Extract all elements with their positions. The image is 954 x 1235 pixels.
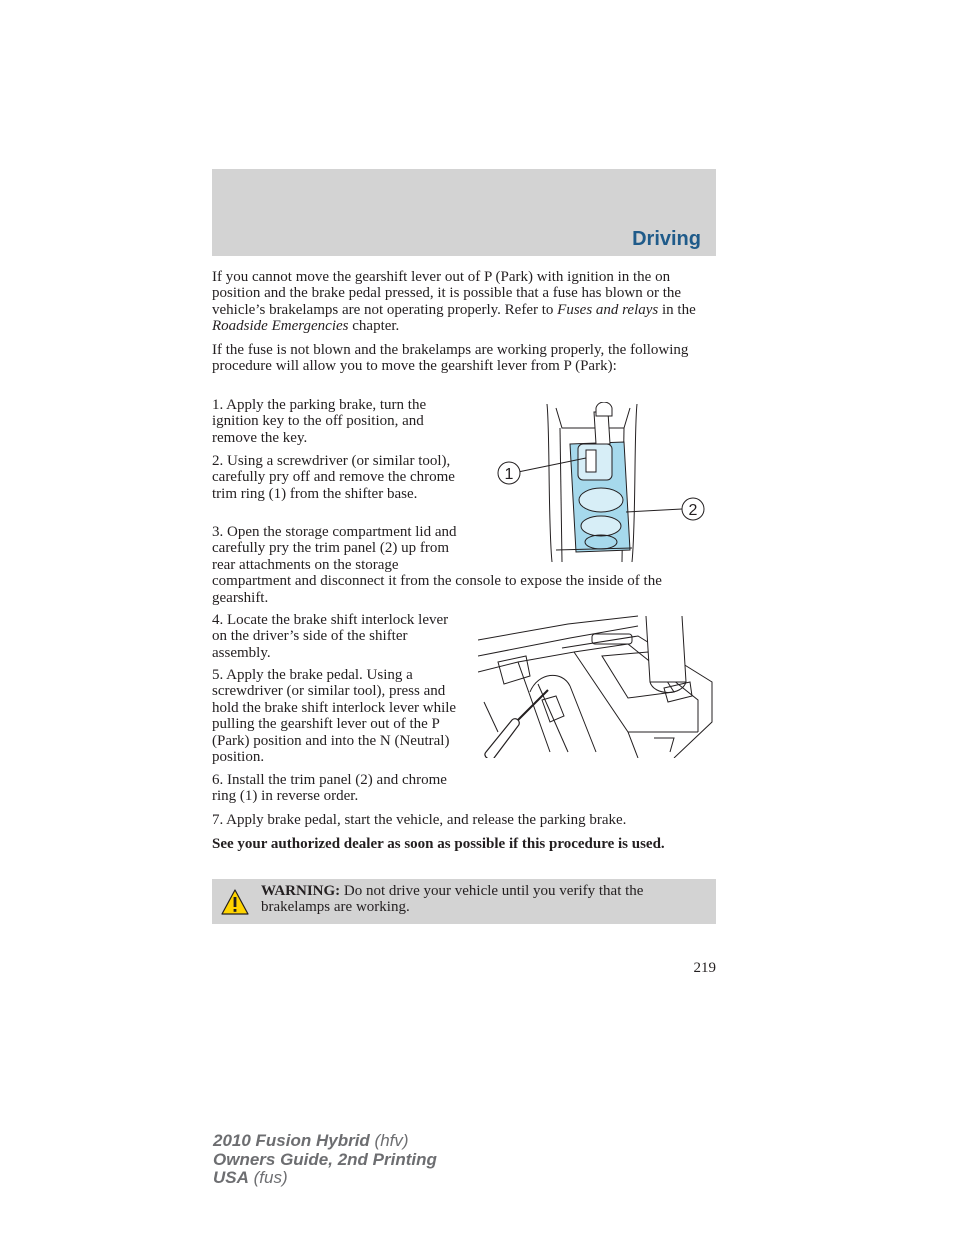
step-6: 6. Install the trim panel (2) and chrome ring (1) in reverse order. [212, 772, 447, 805]
intro-paragraph-2: If the fuse is not blown and the brakelamps are working properly, the following procedure will allow you to move the gearshift lever from P (Park): [212, 342, 689, 375]
interlock-lever-illustration [478, 612, 715, 758]
step-5: 5. Apply the brake pedal. Using a screwdriver (or similar tool), press and hold the brake shift interlock lever while pulling the gearshift lever out of the P (Park) position and into the N (Neutral) position. [212, 667, 457, 766]
footer-market-line [213, 1169, 437, 1188]
warning-text: Do not drive your vehicle until you verify that the brakelamps are working. [261, 883, 644, 916]
footer-guide-line [213, 1151, 437, 1170]
page-number: 219 [693, 960, 716, 976]
callout-1-label: 1 [504, 466, 514, 483]
warning-message [261, 883, 706, 916]
intro-text: chapter. [348, 318, 400, 335]
callout-2-label: 2 [688, 502, 698, 519]
footer-guide: Owners Guide, 2nd Printing [213, 1149, 437, 1169]
footer-model-code: (hfv) [369, 1131, 409, 1150]
step-4: 4. Locate the brake shift interlock lever on the driver’s side of the shifter assembly. [212, 612, 449, 661]
warning-triangle-icon [220, 888, 250, 916]
step-7: 7. Apply brake pedal, start the vehicle, and release the parking brake. [212, 812, 627, 828]
intro-paragraph-1 [212, 269, 716, 335]
footer-market: USA [213, 1168, 249, 1187]
warning-label: WARNING: [261, 883, 341, 899]
step-2: 2. Using a screwdriver (or similar tool), carefully pry off and remove the chrome trim ring (1) from the shifter base. [212, 453, 455, 502]
reference-roadside-emergencies: Roadside Emergencies [212, 318, 349, 335]
shifter-console-illustration [490, 402, 716, 564]
intro-text: in the [658, 301, 696, 318]
footer-market-code: (fus) [248, 1168, 288, 1187]
section-header-band [212, 169, 716, 256]
step-1: 1. Apply the parking brake, turn the ignition key to the off position, and remove the key. [212, 397, 427, 446]
step-3-text: 3. Open the storage compartment lid and carefully pry the trim panel (2) up from rear attachments on the storage compartment and disconnect it from the console to expose the inside of the gearshift. [212, 524, 662, 606]
intro-text: If you cannot move the gearshift lever out of P (Park) with ignition in the on position and the brake pedal pressed, it is possible that a fuse has blown or the vehicle’s brakelamps are not operating properly. Refer to [212, 269, 682, 318]
section-title: Driving [632, 228, 701, 250]
document-footer [213, 1132, 437, 1188]
callout-2 [626, 498, 704, 520]
reference-fuses-and-relays: Fuses and relays [557, 301, 659, 318]
footer-model-line [213, 1132, 437, 1151]
dealer-notice: See your authorized dealer as soon as possible if this procedure is used. [212, 836, 665, 852]
footer-model: 2010 Fusion Hybrid [213, 1131, 370, 1150]
warning-box [212, 879, 716, 924]
